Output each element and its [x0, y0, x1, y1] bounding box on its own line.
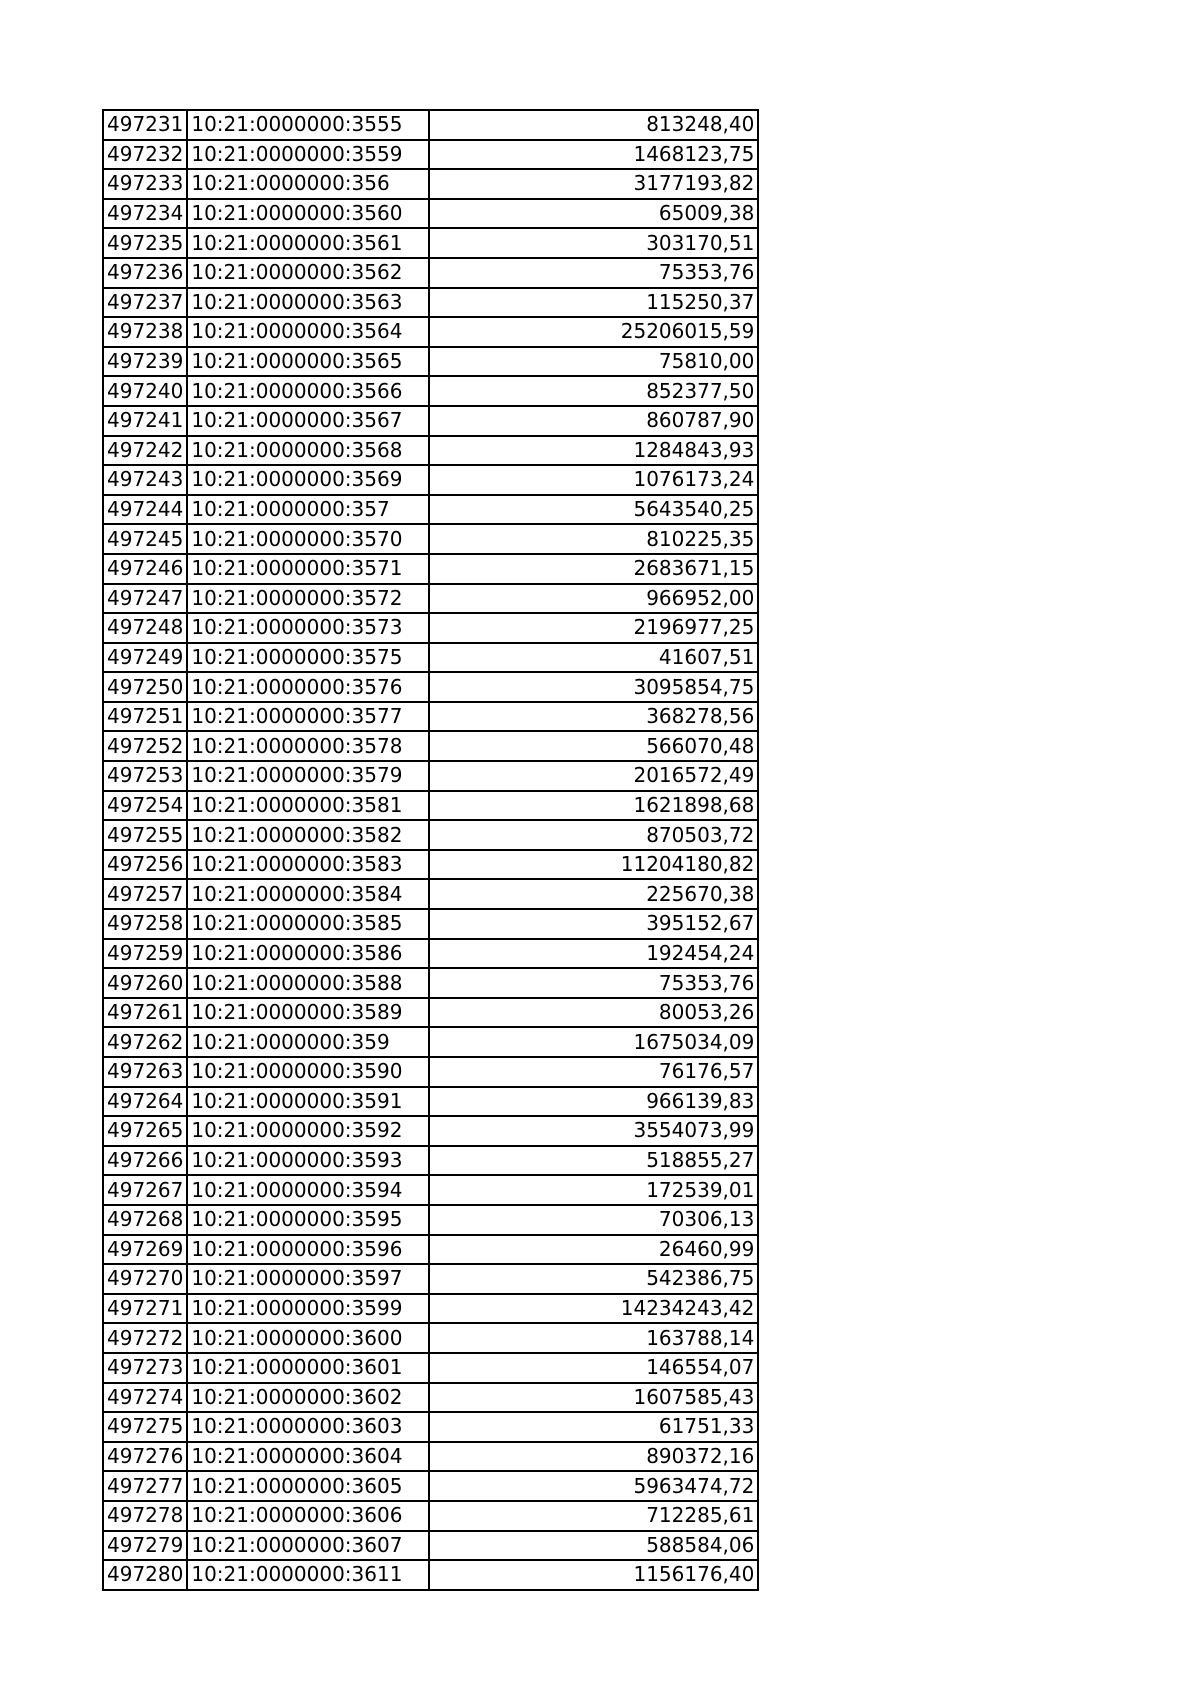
table-row: [103, 288, 758, 318]
table-row: [103, 613, 758, 643]
table-row: [103, 1353, 758, 1383]
table-row: [103, 702, 758, 732]
table-row: [103, 406, 758, 436]
cadastral-number-cell: 10:21:0000000:3567: [187, 406, 429, 436]
table-row: [103, 110, 758, 140]
row-number-cell: 497251: [103, 702, 187, 732]
cadastral-number-cell: 10:21:0000000:3604: [187, 1442, 429, 1472]
row-number-cell: 497278: [103, 1501, 187, 1531]
cadastral-number-cell: 10:21:0000000:3560: [187, 199, 429, 229]
value-cell: 146554,07: [429, 1353, 758, 1383]
cadastral-number-cell: 10:21:0000000:3562: [187, 258, 429, 288]
row-number-cell: 497243: [103, 465, 187, 495]
row-number-cell: 497261: [103, 998, 187, 1028]
cadastral-number-cell: 10:21:0000000:3600: [187, 1323, 429, 1353]
value-cell: 5643540,25: [429, 495, 758, 525]
table-row: [103, 1323, 758, 1353]
cadastral-number-cell: 10:21:0000000:3582: [187, 820, 429, 850]
row-number-cell: 497264: [103, 1087, 187, 1117]
row-number-cell: 497252: [103, 731, 187, 761]
table-row: [103, 1412, 758, 1442]
value-cell: 2016572,49: [429, 761, 758, 791]
table-row: [103, 1383, 758, 1413]
value-cell: 65009,38: [429, 199, 758, 229]
row-number-cell: 497273: [103, 1353, 187, 1383]
value-cell: 14234243,42: [429, 1294, 758, 1324]
value-cell: 712285,61: [429, 1501, 758, 1531]
row-number-cell: 497269: [103, 1235, 187, 1265]
value-cell: 1621898,68: [429, 791, 758, 821]
cadastral-number-cell: 10:21:0000000:3602: [187, 1383, 429, 1413]
row-number-cell: 497279: [103, 1531, 187, 1561]
table-row: [103, 199, 758, 229]
cadastral-number-cell: 10:21:0000000:3591: [187, 1087, 429, 1117]
value-cell: 852377,50: [429, 376, 758, 406]
cadastral-number-cell: 10:21:0000000:3569: [187, 465, 429, 495]
row-number-cell: 497235: [103, 228, 187, 258]
row-number-cell: 497238: [103, 317, 187, 347]
value-cell: 1284843,93: [429, 436, 758, 466]
cadastral-number-cell: 10:21:0000000:3576: [187, 672, 429, 702]
value-cell: 80053,26: [429, 998, 758, 1028]
table-row: [103, 998, 758, 1028]
value-cell: 966139,83: [429, 1087, 758, 1117]
value-cell: 870503,72: [429, 820, 758, 850]
table-row: [103, 1175, 758, 1205]
cadastral-number-cell: 10:21:0000000:3570: [187, 524, 429, 554]
data-table: [102, 109, 759, 1591]
cadastral-number-cell: 10:21:0000000:357: [187, 495, 429, 525]
value-cell: 25206015,59: [429, 317, 758, 347]
table-row: [103, 584, 758, 614]
row-number-cell: 497244: [103, 495, 187, 525]
row-number-cell: 497237: [103, 288, 187, 318]
row-number-cell: 497262: [103, 1027, 187, 1057]
table-row: [103, 909, 758, 939]
table-row: [103, 1294, 758, 1324]
value-cell: 588584,06: [429, 1531, 758, 1561]
value-cell: 395152,67: [429, 909, 758, 939]
cadastral-number-cell: 10:21:0000000:359: [187, 1027, 429, 1057]
value-cell: 303170,51: [429, 228, 758, 258]
row-number-cell: 497257: [103, 879, 187, 909]
table-row: [103, 1027, 758, 1057]
table-row: [103, 939, 758, 969]
value-cell: 115250,37: [429, 288, 758, 318]
row-number-cell: 497258: [103, 909, 187, 939]
value-cell: 192454,24: [429, 939, 758, 969]
cadastral-number-cell: 10:21:0000000:3593: [187, 1146, 429, 1176]
row-number-cell: 497275: [103, 1412, 187, 1442]
table-row: [103, 228, 758, 258]
row-number-cell: 497280: [103, 1560, 187, 1590]
value-cell: 1468123,75: [429, 140, 758, 170]
row-number-cell: 497277: [103, 1471, 187, 1501]
value-cell: 566070,48: [429, 731, 758, 761]
row-number-cell: 497268: [103, 1205, 187, 1235]
value-cell: 2683671,15: [429, 554, 758, 584]
cadastral-number-cell: 10:21:0000000:3571: [187, 554, 429, 584]
cadastral-number-cell: 10:21:0000000:3590: [187, 1057, 429, 1087]
row-number-cell: 497265: [103, 1116, 187, 1146]
value-cell: 5963474,72: [429, 1471, 758, 1501]
table-row: [103, 731, 758, 761]
table-row: [103, 1087, 758, 1117]
table-row: [103, 1116, 758, 1146]
value-cell: 75810,00: [429, 347, 758, 377]
value-cell: 26460,99: [429, 1235, 758, 1265]
table-row: [103, 1471, 758, 1501]
row-number-cell: 497247: [103, 584, 187, 614]
table-row: [103, 1442, 758, 1472]
value-cell: 225670,38: [429, 879, 758, 909]
table-row: [103, 258, 758, 288]
row-number-cell: 497260: [103, 968, 187, 998]
table-row: [103, 465, 758, 495]
row-number-cell: 497245: [103, 524, 187, 554]
value-cell: 2196977,25: [429, 613, 758, 643]
row-number-cell: 497246: [103, 554, 187, 584]
cadastral-number-cell: 10:21:0000000:3586: [187, 939, 429, 969]
cadastral-number-cell: 10:21:0000000:3594: [187, 1175, 429, 1205]
value-cell: 61751,33: [429, 1412, 758, 1442]
cadastral-number-cell: 10:21:0000000:3565: [187, 347, 429, 377]
row-number-cell: 497263: [103, 1057, 187, 1087]
value-cell: 1607585,43: [429, 1383, 758, 1413]
cadastral-number-cell: 10:21:0000000:3589: [187, 998, 429, 1028]
table-row: [103, 347, 758, 377]
value-cell: 70306,13: [429, 1205, 758, 1235]
row-number-cell: 497270: [103, 1264, 187, 1294]
cadastral-number-cell: 10:21:0000000:3599: [187, 1294, 429, 1324]
cadastral-number-cell: 10:21:0000000:3603: [187, 1412, 429, 1442]
row-number-cell: 497271: [103, 1294, 187, 1324]
table-row: [103, 554, 758, 584]
cadastral-number-cell: 10:21:0000000:3607: [187, 1531, 429, 1561]
cadastral-number-cell: 10:21:0000000:356: [187, 169, 429, 199]
value-cell: 3095854,75: [429, 672, 758, 702]
value-cell: 813248,40: [429, 110, 758, 140]
row-number-cell: 497231: [103, 110, 187, 140]
row-number-cell: 497240: [103, 376, 187, 406]
value-cell: 966952,00: [429, 584, 758, 614]
table-row: [103, 1264, 758, 1294]
value-cell: 1076173,24: [429, 465, 758, 495]
row-number-cell: 497259: [103, 939, 187, 969]
row-number-cell: 497272: [103, 1323, 187, 1353]
cadastral-number-cell: 10:21:0000000:3575: [187, 643, 429, 673]
value-cell: 75353,76: [429, 258, 758, 288]
cadastral-number-cell: 10:21:0000000:3568: [187, 436, 429, 466]
row-number-cell: 497233: [103, 169, 187, 199]
row-number-cell: 497254: [103, 791, 187, 821]
table-row: [103, 495, 758, 525]
table-row: [103, 1560, 758, 1590]
table-row: [103, 879, 758, 909]
value-cell: 172539,01: [429, 1175, 758, 1205]
table-row: [103, 1057, 758, 1087]
cadastral-number-cell: 10:21:0000000:3595: [187, 1205, 429, 1235]
row-number-cell: 497253: [103, 761, 187, 791]
cadastral-number-cell: 10:21:0000000:3561: [187, 228, 429, 258]
value-cell: 518855,27: [429, 1146, 758, 1176]
value-cell: 810225,35: [429, 524, 758, 554]
cadastral-number-cell: 10:21:0000000:3588: [187, 968, 429, 998]
cadastral-number-cell: 10:21:0000000:3573: [187, 613, 429, 643]
row-number-cell: 497241: [103, 406, 187, 436]
cadastral-number-cell: 10:21:0000000:3581: [187, 791, 429, 821]
row-number-cell: 497248: [103, 613, 187, 643]
cadastral-number-cell: 10:21:0000000:3564: [187, 317, 429, 347]
cadastral-number-cell: 10:21:0000000:3555: [187, 110, 429, 140]
value-cell: 163788,14: [429, 1323, 758, 1353]
table-row: [103, 761, 758, 791]
table-row: [103, 140, 758, 170]
value-cell: 1156176,40: [429, 1560, 758, 1590]
row-number-cell: 497267: [103, 1175, 187, 1205]
value-cell: 542386,75: [429, 1264, 758, 1294]
table-row: [103, 1501, 758, 1531]
value-cell: 11204180,82: [429, 850, 758, 880]
table-row: [103, 436, 758, 466]
row-number-cell: 497236: [103, 258, 187, 288]
row-number-cell: 497232: [103, 140, 187, 170]
value-cell: 3177193,82: [429, 169, 758, 199]
value-cell: 1675034,09: [429, 1027, 758, 1057]
cadastral-number-cell: 10:21:0000000:3596: [187, 1235, 429, 1265]
table-row: [103, 672, 758, 702]
table-row: [103, 850, 758, 880]
table-row: [103, 1146, 758, 1176]
table-row: [103, 1205, 758, 1235]
row-number-cell: 497255: [103, 820, 187, 850]
cadastral-number-cell: 10:21:0000000:3563: [187, 288, 429, 318]
row-number-cell: 497242: [103, 436, 187, 466]
cadastral-number-cell: 10:21:0000000:3585: [187, 909, 429, 939]
table-row: [103, 524, 758, 554]
value-cell: 75353,76: [429, 968, 758, 998]
table-row: [103, 791, 758, 821]
value-cell: 76176,57: [429, 1057, 758, 1087]
cadastral-number-cell: 10:21:0000000:3592: [187, 1116, 429, 1146]
row-number-cell: 497249: [103, 643, 187, 673]
table-row: [103, 643, 758, 673]
table-row: [103, 317, 758, 347]
table-row: [103, 820, 758, 850]
value-cell: 860787,90: [429, 406, 758, 436]
value-cell: 368278,56: [429, 702, 758, 732]
cadastral-number-cell: 10:21:0000000:3559: [187, 140, 429, 170]
cadastral-number-cell: 10:21:0000000:3601: [187, 1353, 429, 1383]
value-cell: 890372,16: [429, 1442, 758, 1472]
table-row: [103, 968, 758, 998]
cadastral-number-cell: 10:21:0000000:3566: [187, 376, 429, 406]
cadastral-number-cell: 10:21:0000000:3583: [187, 850, 429, 880]
row-number-cell: 497276: [103, 1442, 187, 1472]
row-number-cell: 497266: [103, 1146, 187, 1176]
row-number-cell: 497256: [103, 850, 187, 880]
cadastral-number-cell: 10:21:0000000:3606: [187, 1501, 429, 1531]
table-body: [103, 110, 758, 1590]
row-number-cell: 497234: [103, 199, 187, 229]
row-number-cell: 497274: [103, 1383, 187, 1413]
table-row: [103, 376, 758, 406]
cadastral-number-cell: 10:21:0000000:3605: [187, 1471, 429, 1501]
cadastral-number-cell: 10:21:0000000:3578: [187, 731, 429, 761]
cadastral-number-cell: 10:21:0000000:3584: [187, 879, 429, 909]
row-number-cell: 497250: [103, 672, 187, 702]
table-row: [103, 169, 758, 199]
cadastral-number-cell: 10:21:0000000:3611: [187, 1560, 429, 1590]
cadastral-number-cell: 10:21:0000000:3579: [187, 761, 429, 791]
cadastral-number-cell: 10:21:0000000:3572: [187, 584, 429, 614]
row-number-cell: 497239: [103, 347, 187, 377]
value-cell: 3554073,99: [429, 1116, 758, 1146]
table-row: [103, 1531, 758, 1561]
cadastral-number-cell: 10:21:0000000:3577: [187, 702, 429, 732]
value-cell: 41607,51: [429, 643, 758, 673]
table-row: [103, 1235, 758, 1265]
cadastral-number-cell: 10:21:0000000:3597: [187, 1264, 429, 1294]
